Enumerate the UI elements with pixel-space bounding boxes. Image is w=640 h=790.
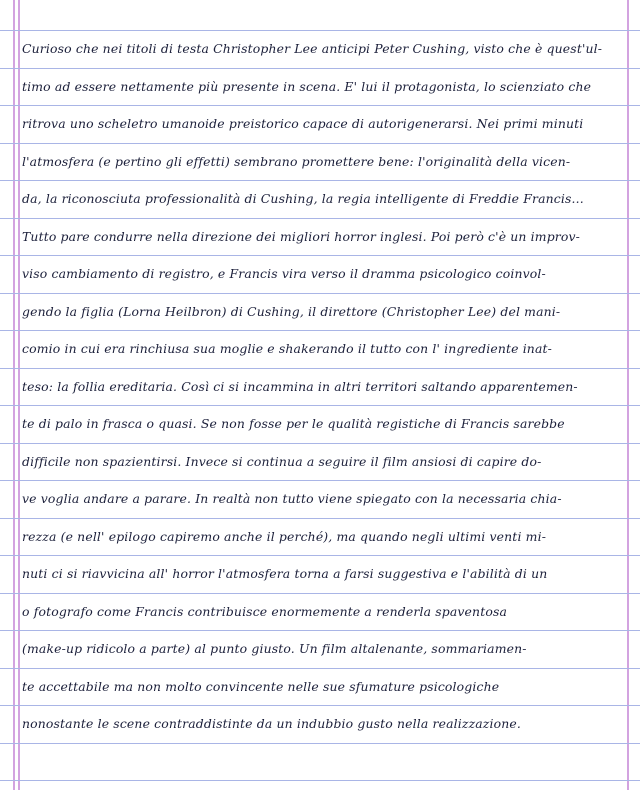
ruled-line xyxy=(0,293,640,294)
text-line: ritrova uno scheletro umanoide preistorico capace di autorigenerarsi. Nei primi minuti xyxy=(22,116,584,131)
ruled-line xyxy=(0,143,640,144)
text-line: nuti ci si riavvicina all' horror l'atmosfera torna a farsi suggestiva e l'abilità di un xyxy=(22,566,548,581)
ruled-line xyxy=(0,68,640,69)
text-line: ve voglia andare a parare. In realtà non tutto viene spiegato con la necessaria chia- xyxy=(22,491,562,506)
ruled-line xyxy=(0,518,640,519)
text-line: difficile non spazientirsi. Invece si continua a seguire il film ansiosi di capire do- xyxy=(22,454,542,469)
ruled-line xyxy=(0,480,640,481)
text-line: gendo la figlia (Lorna Heilbron) di Cushing, il direttore (Christopher Lee) del mani- xyxy=(22,304,561,319)
ruled-line xyxy=(0,218,640,219)
text-line: Tutto pare condurre nella direzione dei migliori horror inglesi. Poi però c'è un improv- xyxy=(22,229,581,244)
ruled-line xyxy=(0,405,640,406)
text-line: rezza (e nell' epilogo capiremo anche il perché), ma quando negli ultimi venti mi- xyxy=(22,529,547,544)
margin-line-left-outer xyxy=(13,0,15,790)
ruled-line xyxy=(0,705,640,706)
text-line: da, la riconosciuta professionalità di Cushing, la regia intelligente di Freddie Francis... xyxy=(22,191,584,206)
text-line: viso cambiamento di registro, e Francis vira verso il dramma psicologico coinvol- xyxy=(22,266,546,281)
text-line: l'atmosfera (e pertino gli effetti) sembrano promettere bene: l'originalità della vicen- xyxy=(22,154,571,169)
text-line: timo ad essere nettamente più presente in scena. E' lui il protagonista, lo scienziato che xyxy=(22,79,592,94)
ruled-line xyxy=(0,593,640,594)
ruled-line xyxy=(0,630,640,631)
text-line: Curioso che nei titoli di testa Christopher Lee anticipi Peter Cushing, visto che è quest'ul- xyxy=(22,41,603,56)
text-line: te di palo in frasca o quasi. Se non fosse per le qualità registiche di Francis sarebbe xyxy=(22,416,565,431)
text-line: teso: la follia ereditaria. Così ci si incammina in altri territori saltando apparentemen- xyxy=(22,379,578,394)
text-line: nonostante le scene contraddistinte da un indubbio gusto nella realizzazione. xyxy=(22,716,521,731)
ruled-line xyxy=(0,330,640,331)
ruled-line xyxy=(0,780,640,781)
ruled-line xyxy=(0,555,640,556)
ruled-line xyxy=(0,105,640,106)
ruled-line xyxy=(0,443,640,444)
text-line: (make-up ridicolo a parte) al punto giusto. Un film altalenante, sommariamen- xyxy=(22,641,527,656)
ruled-line xyxy=(0,255,640,256)
text-line: te accettabile ma non molto convincente nelle sue sfumature psicologiche xyxy=(22,679,500,694)
margin-line-left-inner xyxy=(18,0,20,790)
text-line: o fotografo come Francis contribuisce enormemente a renderla spaventosa xyxy=(22,604,508,619)
ruled-line xyxy=(0,368,640,369)
text-line: comio in cui era rinchiusa sua moglie e shakerando il tutto con l' ingrediente inat- xyxy=(22,341,552,356)
ruled-line xyxy=(0,743,640,744)
ruled-line xyxy=(0,668,640,669)
ruled-line xyxy=(0,180,640,181)
ruled-line xyxy=(0,30,640,31)
margin-line-right xyxy=(627,0,629,790)
